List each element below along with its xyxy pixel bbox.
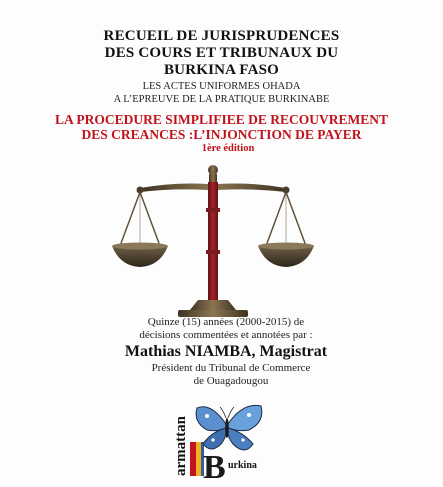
left-pan — [112, 192, 168, 267]
edition-label: 1ère édition — [201, 143, 255, 154]
svg-text:B: B — [203, 449, 226, 480]
publisher-logo — [171, 398, 275, 480]
title-line-2: DES CREANCES :L’INJONCTION DE PAYER — [81, 127, 362, 142]
scale-pillar — [206, 182, 220, 302]
description-line-2: décisions commentées et annotées par : — [139, 329, 313, 341]
butterfly-icon — [196, 405, 262, 450]
author-name: Mathias NIAMBA, Magistrat — [124, 343, 328, 360]
scale-finial — [208, 165, 218, 182]
description-line-1: Quinze (15) années (2000-2015) de — [147, 316, 305, 328]
subtitle-line-1: LES ACTES UNIFORMES OHADA — [142, 81, 301, 92]
scale-base — [178, 300, 248, 317]
right-pan — [258, 192, 314, 267]
author-role-line-1: Président du Tribunal de Commerce — [151, 362, 311, 374]
header-line-1: RECUEIL DE JURISPRUDENCES — [103, 28, 340, 44]
publisher-vertical-text: armattan — [173, 416, 189, 476]
title-line-1: LA PROCEDURE SIMPLIFIEE DE RECOUVREMENT — [54, 112, 389, 127]
author-role-line-2: de Ouagadougou — [193, 375, 269, 387]
scales-of-justice-icon — [0, 150, 443, 320]
header-line-3: BURKINA FASO — [163, 62, 280, 78]
publisher-sub-text: urkina — [228, 460, 257, 471]
subtitle-line-2: A L’EPREUVE DE LA PRATIQUE BURKINABE — [113, 94, 330, 105]
header-line-2: DES COURS ET TRIBUNAUX DU — [104, 45, 339, 61]
